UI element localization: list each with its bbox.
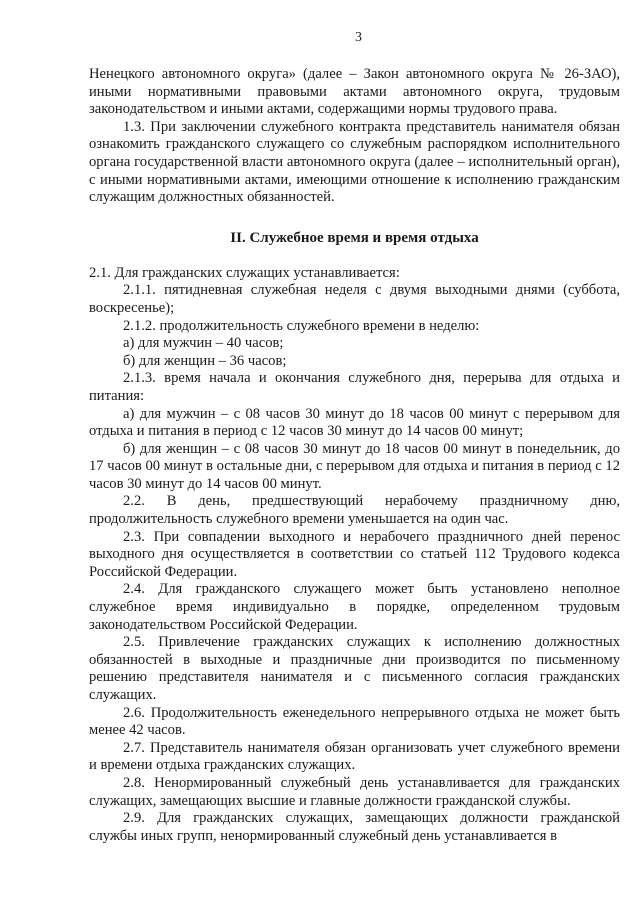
clause-2-1-2: 2.1.2. продолжительность служебного времени в неделю: [123, 317, 480, 334]
page-number: 3 [355, 30, 362, 45]
clause-2-8: 2.8. Ненормированный служебный день устанавливается для гражданских служащих, замещающих высшие и главные должности гражданской службы. [89, 774, 620, 809]
clause-2-1-2-a: а) для мужчин – 40 часов; [123, 335, 284, 352]
clause-2-1: 2.1. Для гражданских служащих устанавливается: [89, 264, 400, 281]
intro-paragraph-1-3: 1.3. При заключении служебного контракта представитель нанимателя обязан ознакомить гражданского служащего со служебным распорядком исполнительного органа государственной власти автономного округа (далее – исполнительный орган), с иными нормативными актами, имеющими отношение к исполнению гражданским служащим должностных обязанностей. [89, 118, 620, 206]
clause-2-3: 2.3. При совпадении выходного и нерабочего праздничного дней перенос выходного дня осуществляется в соответствии со статьей 112 Трудового кодекса Российской Федерации. [89, 528, 620, 580]
clause-2-1-3-b: б) для женщин – с 08 часов 30 минут до 18 часов 00 минут в понедельник, до 17 часов 00 минут в остальные дни, с перерывом для отдыха и питания в период с 12 часов 30 минут до 14 часов 00 минут. [89, 440, 620, 492]
clause-2-9: 2.9. Для гражданских служащих, замещающих должности гражданской службы иных групп, ненормированный служебный день устанавливается в [89, 810, 620, 844]
clause-2-1-3-a: а) для мужчин – с 08 часов 30 минут до 18 часов 00 минут с перерывом для отдыха и питания в период с 12 часов 30 минут до 14 часов 00 минут; [89, 405, 620, 440]
clause-2-5: 2.5. Привлечение гражданских служащих к исполнению должностных обязанностей в выходные и праздничные дни производится по письменному решению представителя нанимателя и с письменного согласия гражданских служащих. [89, 634, 620, 703]
clause-2-7: 2.7. Представитель нанимателя обязан организовать учет служебного времени и времени отдыха гражданских служащих. [89, 739, 620, 774]
clause-2-2: 2.2. В день, предшествующий нерабочему праздничному дню, продолжительность служебного времени уменьшается на один час. [89, 493, 620, 528]
clause-2-6: 2.6. Продолжительность еженедельного непрерывного отдыха не может быть менее 42 часов. [89, 704, 620, 739]
clause-2-1-2-b: б) для женщин – 36 часов; [123, 352, 287, 369]
section-heading: II. Служебное время и время отдыха [230, 229, 479, 246]
clause-2-1-3: 2.1.3. время начала и окончания служебного дня, перерыва для отдыха и питания: [89, 370, 620, 404]
clause-2-4: 2.4. Для гражданского служащего может быть установлено неполное служебное время индивидуально в порядке, определенном трудовым законодательством Российской Федерации. [89, 581, 620, 633]
clause-2-1-1: 2.1.1. пятидневная служебная неделя с двумя выходными днями (суббота, воскресенье); [89, 282, 620, 316]
intro-paragraph-1: Ненецкого автономного округа» (далее – Закон автономного округа № 26-ЗАО), иными нормативными правовыми актами автономного округа, трудовым законодательством и иными актами, содержащими нормы трудового права. [89, 66, 620, 118]
document-page [89, 30, 620, 845]
